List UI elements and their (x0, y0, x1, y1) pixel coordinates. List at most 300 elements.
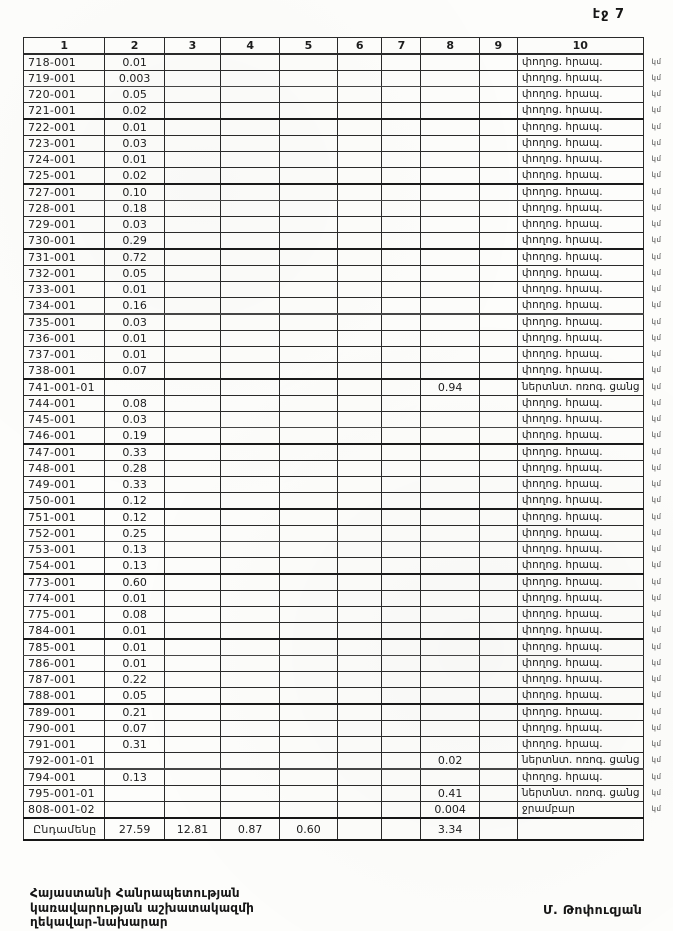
cell-value-col5 (280, 639, 338, 656)
total-col5: 0.60 (280, 818, 338, 840)
cell-value-col8 (421, 737, 479, 753)
cell-object-type: փողոց. հրապ. (517, 769, 643, 786)
cell-value-col9 (479, 298, 517, 315)
cell-value-col6 (337, 428, 382, 445)
cell-value-col3 (164, 591, 221, 607)
cell-value-col5 (280, 688, 338, 705)
cell-object-code: 727-001 (24, 184, 105, 201)
table-row (24, 152, 673, 168)
cell-value-col2: 0.10 (105, 184, 164, 201)
cell-value-col3 (164, 574, 221, 591)
cell-value-col9 (479, 201, 517, 217)
page-number-label: էջ 7 (592, 7, 625, 22)
cell-value-col2: 0.01 (105, 347, 164, 363)
cell-value-col5 (280, 753, 338, 770)
cell-value-col5 (280, 54, 338, 71)
cell-value-col7 (382, 87, 421, 103)
cell-value-col9 (479, 542, 517, 558)
cell-value-col5 (280, 574, 338, 591)
cell-value-col8 (421, 444, 479, 461)
cell-object-type: փողոց. հրապ. (517, 428, 643, 445)
cell-value-col3 (164, 249, 221, 266)
cell-value-col8 (421, 249, 479, 266)
cell-value-col6 (337, 282, 382, 298)
cell-value-col3 (164, 672, 221, 688)
col-header-9: 9 (479, 38, 517, 55)
cell-value-col2: 0.03 (105, 314, 164, 331)
cell-value-col8 (421, 639, 479, 656)
cell-value-col3 (164, 168, 221, 185)
cell-value-col9 (479, 233, 517, 250)
cell-value-col3 (164, 347, 221, 363)
cell-value-col7 (382, 119, 421, 136)
cell-value-col3 (164, 184, 221, 201)
cell-value-col5 (280, 298, 338, 315)
cell-object-type: փողոց. հրապ. (517, 412, 643, 428)
cell-value-col9 (479, 786, 517, 802)
cell-value-col9 (479, 509, 517, 526)
cell-object-code: 728-001 (24, 201, 105, 217)
cell-value-col8 (421, 54, 479, 71)
cell-value-col7 (382, 607, 421, 623)
cell-value-col8 (421, 477, 479, 493)
cell-value-col5 (280, 119, 338, 136)
cell-object-type: փողոց. հրապ. (517, 396, 643, 412)
cell-value-col6 (337, 103, 382, 120)
margin-unit-note: կմ (651, 610, 662, 618)
cell-value-col8 (421, 509, 479, 526)
cell-value-col7 (382, 509, 421, 526)
cell-object-code: 749-001 (24, 477, 105, 493)
cell-object-type: փողոց. հրապ. (517, 591, 643, 607)
cell-value-col5 (280, 87, 338, 103)
cell-value-col2 (105, 379, 164, 396)
cell-value-col8 (421, 428, 479, 445)
table-row (24, 704, 673, 721)
cell-object-code: 747-001 (24, 444, 105, 461)
cell-object-type: փողոց. հրապ. (517, 672, 643, 688)
cell-value-col2: 0.05 (105, 688, 164, 705)
cell-value-col2: 0.33 (105, 444, 164, 461)
cell-object-type: փողոց. հրապ. (517, 574, 643, 591)
cell-value-col9 (479, 396, 517, 412)
table-row (24, 136, 673, 152)
cell-object-code: 791-001 (24, 737, 105, 753)
issuer-line-1: Հայաստանի Հանրապետության (30, 886, 240, 900)
cell-value-col6 (337, 461, 382, 477)
cell-value-col6 (337, 753, 382, 770)
cell-value-col8 (421, 347, 479, 363)
cell-value-col3 (164, 558, 221, 575)
cell-value-col6 (337, 558, 382, 575)
cell-object-code: 719-001 (24, 71, 105, 87)
cell-value-col2: 0.13 (105, 769, 164, 786)
cell-value-col6 (337, 54, 382, 71)
cell-object-type: ներտնտ. ոռոգ. ցանց (517, 753, 643, 770)
table-row (24, 331, 673, 347)
table-row (24, 233, 673, 250)
total-col6 (337, 818, 382, 840)
table-row (24, 71, 673, 87)
cell-value-col7 (382, 769, 421, 786)
cell-value-col2: 0.16 (105, 298, 164, 315)
cell-object-code: 744-001 (24, 396, 105, 412)
cell-value-col4 (221, 233, 280, 250)
cell-value-col3 (164, 87, 221, 103)
cell-value-col8 (421, 314, 479, 331)
cell-object-code: 773-001 (24, 574, 105, 591)
cell-value-col3 (164, 542, 221, 558)
cell-value-col3 (164, 428, 221, 445)
cell-value-col5 (280, 184, 338, 201)
table-row (24, 688, 673, 705)
cell-object-code: 730-001 (24, 233, 105, 250)
cell-value-col4 (221, 119, 280, 136)
cell-value-col6 (337, 639, 382, 656)
cell-value-col4 (221, 639, 280, 656)
cell-value-col8: 0.004 (421, 802, 479, 819)
margin-unit-note: կմ (651, 139, 662, 147)
table-row (24, 201, 673, 217)
total-row (24, 818, 673, 840)
cell-value-col3 (164, 721, 221, 737)
margin-unit-note: կմ (651, 382, 662, 391)
table-row (24, 347, 673, 363)
cell-value-col7 (382, 428, 421, 445)
cell-value-col9 (479, 656, 517, 672)
cell-value-col8 (421, 201, 479, 217)
margin-unit-note: կմ (651, 90, 662, 98)
table-body (24, 54, 673, 818)
cell-value-col2: 0.01 (105, 152, 164, 168)
cell-value-col2: 0.03 (105, 412, 164, 428)
cell-object-code: 725-001 (24, 168, 105, 185)
cell-object-code: 718-001 (24, 54, 105, 71)
cell-object-code: 722-001 (24, 119, 105, 136)
cell-object-type: փողոց. հրապ. (517, 184, 643, 201)
cell-value-col7 (382, 721, 421, 737)
cell-object-code: 738-001 (24, 363, 105, 380)
cell-value-col2: 0.01 (105, 331, 164, 347)
cell-value-col4 (221, 412, 280, 428)
cell-value-col6 (337, 379, 382, 396)
cell-value-col5 (280, 282, 338, 298)
cell-value-col6 (337, 769, 382, 786)
cell-value-col2: 0.72 (105, 249, 164, 266)
cell-value-col7 (382, 802, 421, 819)
cell-object-code: 720-001 (24, 87, 105, 103)
cell-value-col2: 0.18 (105, 201, 164, 217)
cell-value-col5 (280, 314, 338, 331)
margin-unit-note: կմ (651, 545, 662, 553)
cell-value-col8: 0.94 (421, 379, 479, 396)
cell-value-col5 (280, 623, 338, 640)
cell-object-code: 746-001 (24, 428, 105, 445)
cell-object-type: փողոց. հրապ. (517, 477, 643, 493)
cell-object-type: փողոց. հրապ. (517, 509, 643, 526)
cell-value-col3 (164, 656, 221, 672)
cell-value-col6 (337, 477, 382, 493)
table-row (24, 282, 673, 298)
cell-value-col3 (164, 71, 221, 87)
cell-value-col5 (280, 249, 338, 266)
cell-object-code: 737-001 (24, 347, 105, 363)
margin-unit-note: կմ (651, 594, 662, 602)
table-row (24, 54, 673, 71)
cell-value-col2: 0.02 (105, 103, 164, 120)
cell-value-col4 (221, 558, 280, 575)
cell-value-col7 (382, 493, 421, 510)
cell-value-col2: 0.33 (105, 477, 164, 493)
cell-object-code: 785-001 (24, 639, 105, 656)
cell-value-col4 (221, 298, 280, 315)
cell-value-col8 (421, 119, 479, 136)
cell-value-col6 (337, 623, 382, 640)
cell-value-col2: 0.07 (105, 721, 164, 737)
cell-object-type: փողոց. հրապ. (517, 704, 643, 721)
cell-value-col8 (421, 493, 479, 510)
cell-value-col8: 0.02 (421, 753, 479, 770)
cell-object-type: փողոց. հրապ. (517, 168, 643, 185)
table-row (24, 266, 673, 282)
cell-object-code: 750-001 (24, 493, 105, 510)
cell-value-col3 (164, 704, 221, 721)
col-header-8: 8 (421, 38, 479, 55)
table-row (24, 802, 673, 819)
cell-value-col2: 0.05 (105, 87, 164, 103)
cell-value-col3 (164, 802, 221, 819)
cell-value-col8 (421, 282, 479, 298)
cell-value-col4 (221, 266, 280, 282)
table-row (24, 363, 673, 380)
cell-value-col4 (221, 428, 280, 445)
cell-value-col7 (382, 136, 421, 152)
margin-unit-note: կմ (651, 155, 662, 163)
cell-value-col7 (382, 672, 421, 688)
cell-value-col9 (479, 721, 517, 737)
cell-value-col4 (221, 201, 280, 217)
cell-value-col4 (221, 331, 280, 347)
cell-value-col4 (221, 721, 280, 737)
cell-value-col2: 0.03 (105, 217, 164, 233)
margin-unit-note: կմ (651, 756, 662, 765)
cell-value-col9 (479, 802, 517, 819)
cell-value-col5 (280, 363, 338, 380)
margin-unit-note: կմ (651, 236, 662, 245)
cell-value-col4 (221, 574, 280, 591)
asset-table (23, 37, 673, 841)
margin-unit-note: կմ (651, 642, 662, 651)
table-row (24, 428, 673, 445)
cell-value-col4 (221, 786, 280, 802)
margin-unit-note: կմ (651, 675, 662, 683)
table-row (24, 477, 673, 493)
cell-value-col4 (221, 152, 280, 168)
cell-value-col5 (280, 103, 338, 120)
cell-value-col7 (382, 753, 421, 770)
cell-value-col3 (164, 201, 221, 217)
cell-value-col8 (421, 656, 479, 672)
cell-value-col8 (421, 103, 479, 120)
cell-value-col4 (221, 656, 280, 672)
cell-value-col3 (164, 639, 221, 656)
cell-value-col2: 0.31 (105, 737, 164, 753)
table-row (24, 672, 673, 688)
cell-value-col7 (382, 233, 421, 250)
cell-value-col8 (421, 688, 479, 705)
cell-value-col2: 0.29 (105, 233, 164, 250)
cell-object-type: ջրամբար (517, 802, 643, 819)
margin-unit-note: կմ (651, 171, 662, 180)
table-row (24, 639, 673, 656)
cell-value-col9 (479, 379, 517, 396)
table-row (24, 249, 673, 266)
margin-unit-note: կմ (651, 464, 662, 472)
cell-value-col4 (221, 672, 280, 688)
cell-object-code: 735-001 (24, 314, 105, 331)
cell-object-code: 790-001 (24, 721, 105, 737)
table-row (24, 87, 673, 103)
cell-value-col8 (421, 233, 479, 250)
cell-object-type: փողոց. հրապ. (517, 331, 643, 347)
cell-value-col3 (164, 737, 221, 753)
cell-object-code: 732-001 (24, 266, 105, 282)
table-row (24, 753, 673, 770)
cell-value-col6 (337, 136, 382, 152)
cell-object-type: փողոց. հրապ. (517, 266, 643, 282)
cell-object-code: 729-001 (24, 217, 105, 233)
cell-value-col7 (382, 314, 421, 331)
cell-value-col5 (280, 786, 338, 802)
cell-object-type: փողոց. հրապ. (517, 152, 643, 168)
cell-value-col7 (382, 103, 421, 120)
cell-value-col4 (221, 444, 280, 461)
cell-object-type: փողոց. հրապ. (517, 54, 643, 71)
cell-value-col5 (280, 347, 338, 363)
margin-unit-note: կմ (651, 252, 662, 261)
total-label: Ընդամենը (24, 818, 105, 840)
cell-value-col5 (280, 477, 338, 493)
cell-value-col7 (382, 591, 421, 607)
cell-value-col2: 0.60 (105, 574, 164, 591)
cell-value-col7 (382, 542, 421, 558)
cell-value-col6 (337, 331, 382, 347)
cell-value-col2: 0.003 (105, 71, 164, 87)
cell-object-type: փողոց. հրապ. (517, 71, 643, 87)
cell-value-col7 (382, 786, 421, 802)
cell-value-col6 (337, 509, 382, 526)
col-header-6: 6 (337, 38, 382, 55)
cell-object-code: 788-001 (24, 688, 105, 705)
cell-value-col4 (221, 54, 280, 71)
cell-value-col7 (382, 184, 421, 201)
cell-value-col6 (337, 688, 382, 705)
margin-unit-note: կմ (651, 415, 662, 423)
cell-value-col3 (164, 314, 221, 331)
cell-value-col3 (164, 282, 221, 298)
table-row (24, 396, 673, 412)
cell-object-type: փողոց. հրապ. (517, 493, 643, 510)
table-row (24, 737, 673, 753)
cell-value-col4 (221, 347, 280, 363)
cell-value-col4 (221, 136, 280, 152)
cell-value-col9 (479, 607, 517, 623)
cell-value-col2: 0.12 (105, 493, 164, 510)
cell-value-col6 (337, 347, 382, 363)
cell-value-col6 (337, 298, 382, 315)
cell-value-col4 (221, 168, 280, 185)
cell-object-type: փողոց. հրապ. (517, 298, 643, 315)
total-col7 (382, 818, 421, 840)
cell-value-col6 (337, 656, 382, 672)
table-row (24, 444, 673, 461)
cell-value-col2 (105, 786, 164, 802)
cell-value-col5 (280, 656, 338, 672)
cell-value-col9 (479, 704, 517, 721)
table-header (24, 38, 673, 55)
cell-value-col5 (280, 152, 338, 168)
cell-value-col4 (221, 314, 280, 331)
cell-value-col2: 0.21 (105, 704, 164, 721)
cell-value-col9 (479, 249, 517, 266)
margin-unit-note: կմ (651, 366, 662, 375)
table-row (24, 119, 673, 136)
cell-value-col2: 0.03 (105, 136, 164, 152)
cell-value-col5 (280, 607, 338, 623)
cell-value-col5 (280, 672, 338, 688)
cell-value-col6 (337, 574, 382, 591)
margin-unit-note: կմ (651, 626, 662, 635)
margin-unit-note: կմ (651, 301, 662, 310)
cell-value-col7 (382, 704, 421, 721)
cell-value-col6 (337, 71, 382, 87)
cell-value-col5 (280, 802, 338, 819)
cell-value-col3 (164, 493, 221, 510)
total-col8: 3.34 (421, 818, 479, 840)
table-row (24, 184, 673, 201)
cell-object-type: փողոց. հրապ. (517, 136, 643, 152)
cell-value-col7 (382, 168, 421, 185)
cell-value-col8 (421, 136, 479, 152)
cell-value-col6 (337, 493, 382, 510)
cell-value-col3 (164, 136, 221, 152)
cell-value-col7 (382, 688, 421, 705)
margin-unit-note: կմ (651, 772, 662, 781)
cell-value-col9 (479, 54, 517, 71)
cell-object-code: 733-001 (24, 282, 105, 298)
cell-value-col9 (479, 71, 517, 87)
cell-value-col8 (421, 526, 479, 542)
margin-unit-note: կմ (651, 447, 662, 456)
cell-value-col8 (421, 298, 479, 315)
cell-value-col5 (280, 591, 338, 607)
margin-unit-note: կմ (651, 480, 662, 488)
cell-value-col4 (221, 477, 280, 493)
cell-value-col6 (337, 233, 382, 250)
cell-value-col9 (479, 428, 517, 445)
cell-value-col9 (479, 444, 517, 461)
cell-value-col8 (421, 461, 479, 477)
cell-value-col9 (479, 266, 517, 282)
cell-value-col5 (280, 217, 338, 233)
cell-value-col3 (164, 298, 221, 315)
cell-value-col3 (164, 363, 221, 380)
col-header-1: 1 (24, 38, 105, 55)
cell-value-col3 (164, 477, 221, 493)
cell-object-code: 731-001 (24, 249, 105, 266)
cell-value-col2: 0.01 (105, 656, 164, 672)
cell-object-code: 795-001-01 (24, 786, 105, 802)
